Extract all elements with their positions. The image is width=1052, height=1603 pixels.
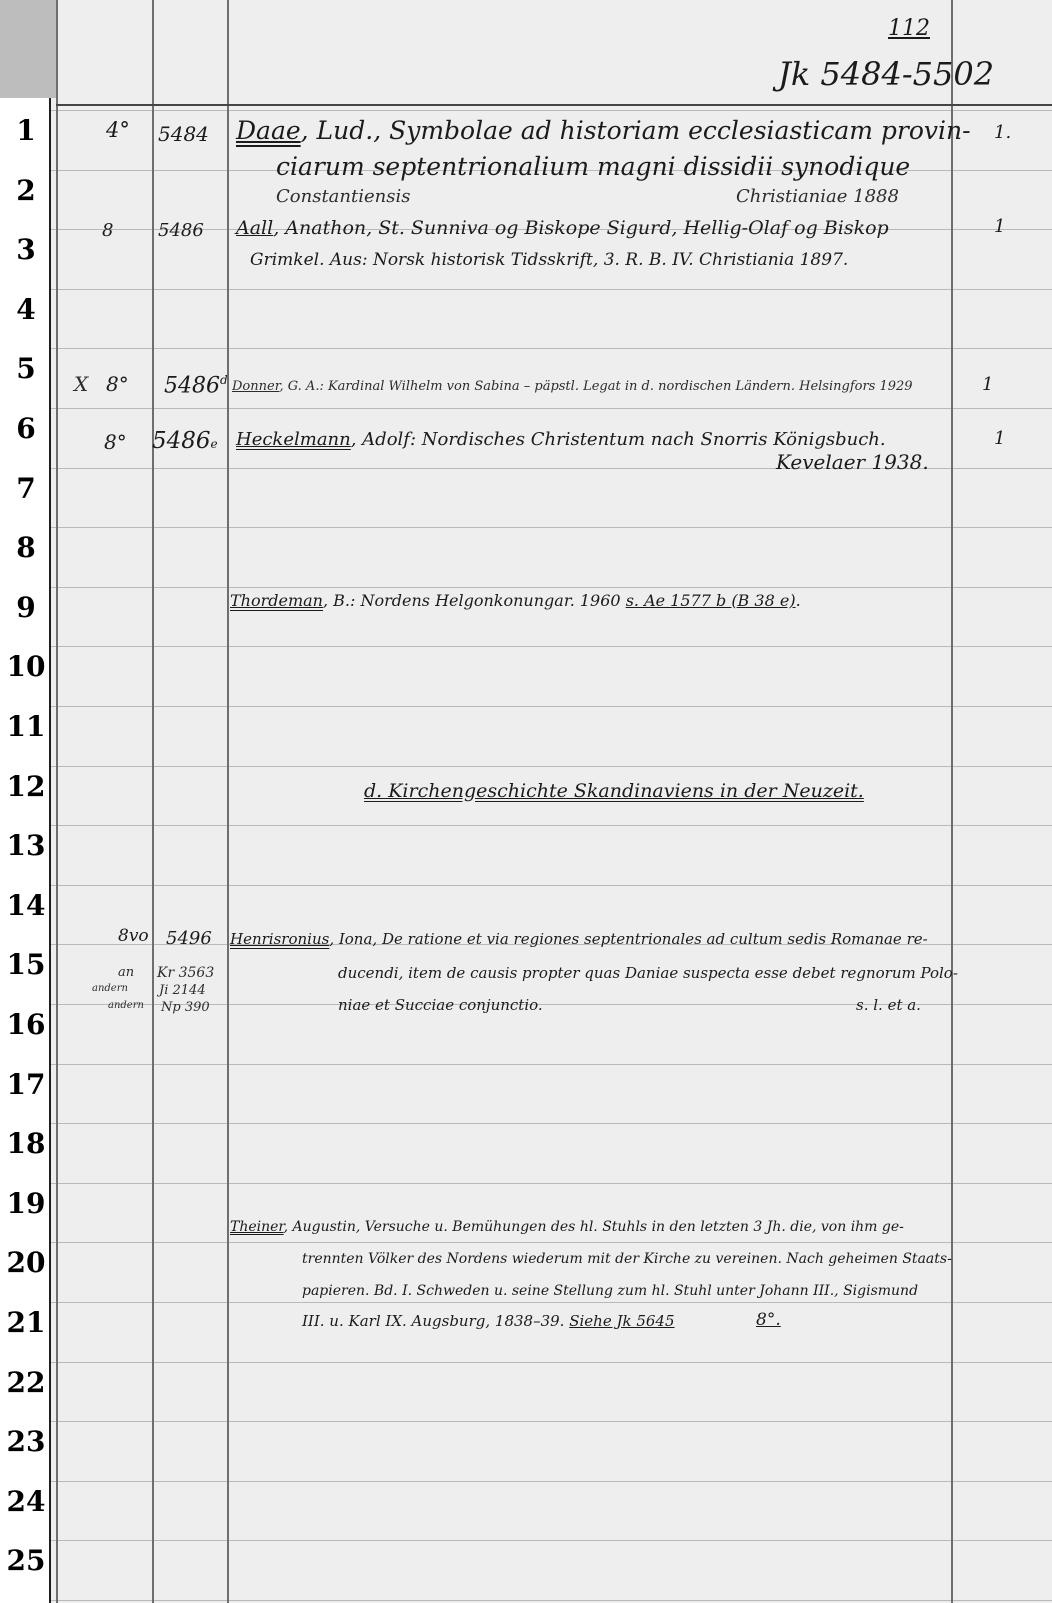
entry-text-line [230,1220,904,1234]
entry-text: , Adolf: Nordisches Christentum nach Snorris Königsbuch. [350,429,886,450]
entry-format: 8° [106,372,129,396]
gutter-edge [49,98,51,1603]
entry-number-suffix: d [220,373,228,387]
ruled-line [51,885,1052,886]
line-number: 18 [6,1127,46,1161]
line-number: 20 [6,1246,46,1280]
line-number: 24 [6,1484,46,1518]
entry-author: Thordeman [230,591,323,610]
entry-number-suffix: e [210,437,218,451]
ruled-line [51,1064,1052,1065]
entry-number: 5496 [166,928,212,949]
entry-text: , G. A.: Kardinal Wilhelm von Sabina – päpstl. Legat in d. nordischen Ländern. Helsingfors 1929 [279,379,913,394]
entry-text: . [795,591,801,610]
entry-text: , B.: Nordens Helgonkonungar. 1960 [322,591,626,610]
line-number: 16 [6,1008,46,1041]
line-number: 4 [16,292,36,326]
entry-author: Heckelmann [236,429,351,450]
ruled-line [51,646,1052,647]
ruled-line [51,348,1052,349]
entry-text-line: ciarum septentrionalium magni dissidii synodique [276,152,911,181]
entry-place-date: Kevelaer 1938. [776,450,929,474]
entry-text-line [236,431,886,449]
entry-number: 5486 [158,220,204,241]
ruled-line [51,706,1052,707]
ruled-line [51,1600,1052,1601]
line-number: 10 [6,650,46,684]
line-number: 5 [16,352,36,386]
entry-format: 4° [106,118,130,142]
entry-count: 1. [994,122,1012,143]
page-number: 112 [888,16,930,41]
entry-reference: s. Ae 1577 b (B 38 e) [625,591,796,610]
entry-text: , Iona, De ratione et via regiones septentrionales ad cultum sedis Romanae re- [329,930,928,948]
entry-text-line: ducendi, item de causis propter quas Daniae suspecta esse debet regnorum Polo- [338,964,958,982]
entry-place-date: Christianiae 1888 [736,186,899,207]
entry-mark: X [74,372,89,396]
line-number: 6 [16,412,36,445]
ruled-line [51,1421,1052,1422]
entry-text: III. u. Karl IX. Augsburg, 1838–39. [302,1312,570,1330]
cross-reference: Kr 3563 [157,965,215,981]
shelfmark-range: Jk 5484-5502 [778,55,995,93]
margin-rule-4 [951,0,953,1603]
entry-author: Donner [232,379,280,394]
entry-text-line: papieren. Bd. I. Schweden u. seine Stellung zum hl. Stuhl unter Johann III., Sigismund [302,1283,919,1299]
line-number: 2 [16,173,36,207]
line-number: 21 [6,1306,46,1339]
line-number: 19 [6,1186,46,1220]
entry-author: Daae [236,116,301,145]
line-number: 23 [6,1425,46,1459]
ruled-line [51,1540,1052,1541]
cross-reference: Ji 2144 [159,983,206,998]
line-number: 25 [6,1544,46,1578]
margin-rule-1 [56,0,58,1603]
ruled-line [51,1123,1052,1124]
entry-format: 8°. [756,1310,781,1330]
ruled-line [51,1242,1052,1243]
ruled-line [51,289,1052,290]
entry-text-line [232,380,913,393]
ruled-line [51,587,1052,588]
entry-number: 5484 [158,122,209,146]
entry-number-value: 5486 [152,428,211,454]
entry-text-line: trennten Völker des Nordens wiederum mit der Kirche zu vereinen. Nach geheimen Staats- [302,1251,952,1267]
entry-author: Aall [236,217,274,239]
entry-place-date: s. l. et a. [856,996,921,1014]
entry-count: 1 [994,216,1006,237]
margin-rule-2 [152,0,154,1603]
entry-text-line: Constantiensis [276,186,411,207]
ruled-line [51,825,1052,826]
section-heading: d. Kirchengeschichte Skandinaviens in der Neuzeit. [364,780,864,802]
scan-corner [0,0,58,98]
entry-text-line [230,932,928,947]
entry-count: 1 [982,374,994,395]
line-number: 13 [6,829,46,863]
entry-text-line [236,219,889,238]
entry-number [164,374,228,397]
line-number: 7 [16,471,36,505]
margin-rule-3 [227,0,229,1603]
entry-number [152,430,218,453]
entry-format: 8vo [118,926,149,946]
entry-text-line [230,593,801,609]
header-rule [56,104,1052,106]
entry-text-line: niae et Succiae conjunctio. [338,996,543,1014]
ruled-line [51,527,1052,528]
ruled-line [51,1362,1052,1363]
entry-format: 8 [102,220,114,241]
line-number: 15 [6,948,46,982]
entry-author: Henrisronius [230,930,330,948]
ruled-line [51,1183,1052,1184]
entry-text-line [236,118,971,143]
ruled-line [51,1302,1052,1303]
ruled-line [51,408,1052,409]
entry-text-line [302,1314,675,1329]
line-number: 9 [16,590,36,624]
line-number: 22 [6,1365,46,1399]
ruled-line [51,1481,1052,1482]
line-number: 8 [16,531,36,565]
line-number: 11 [6,710,46,743]
side-note: andern [108,1000,144,1011]
line-number: 17 [6,1067,46,1101]
entry-author: Theiner [230,1219,284,1235]
entry-reference: Siehe Jk 5645 [569,1312,675,1330]
ruled-line [51,766,1052,767]
ruled-line [51,110,1052,111]
side-note: andern [92,983,128,994]
side-note: an [118,965,135,980]
entry-text: , Anathon, St. Sunniva og Biskope Sigurd, Hellig-Olaf og Biskop [273,217,889,239]
entry-count: 1 [994,428,1006,449]
line-number: 12 [6,769,46,803]
entry-format: 8° [104,430,127,454]
line-number: 3 [16,233,36,267]
entry-text-line: Grimkel. Aus: Norsk historisk Tidsskrift, 3. R. B. IV. Christiania 1897. [250,250,849,270]
cross-reference: Np 390 [161,1000,210,1015]
line-number: 1 [16,114,36,147]
line-number: 14 [6,888,46,922]
entry-text: , Augustin, Versuche u. Bemühungen des hl. Stuhls in den letzten 3 Jh. die, von ihm ge- [283,1219,904,1235]
entry-number-value: 5486 [164,373,220,399]
entry-text: , Lud., Symbolae ad historiam ecclesiasticam provin- [300,116,971,145]
